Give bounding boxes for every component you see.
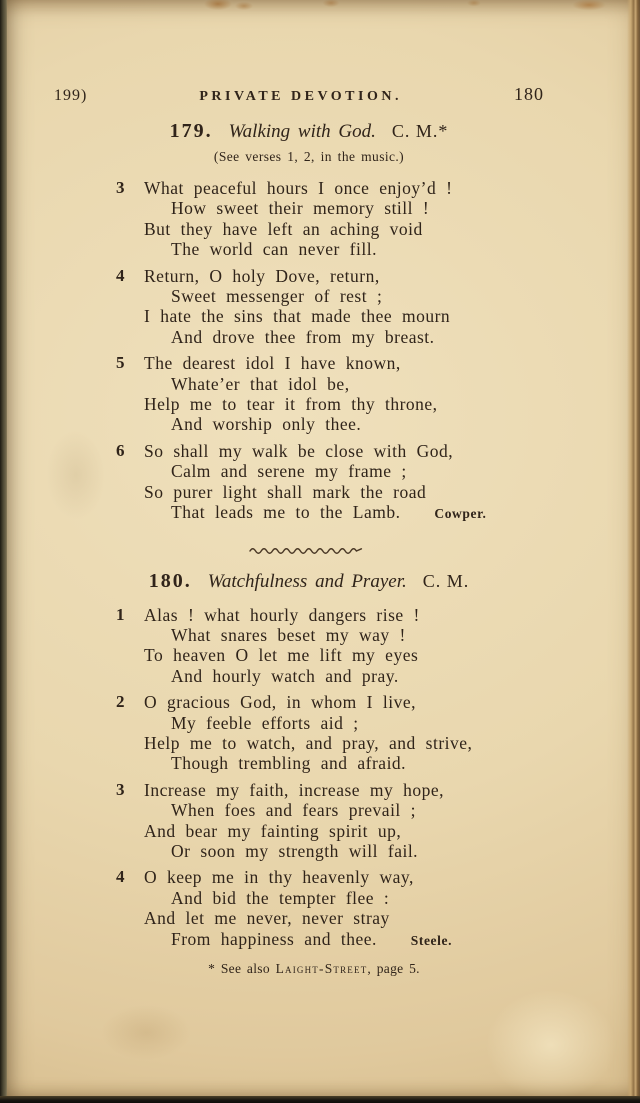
verse-line: And worship only thee. <box>171 414 362 435</box>
verse-line: O keep me in thy heavenly way, <box>144 867 414 888</box>
verse-line: And hourly watch and pray. <box>171 665 399 686</box>
verse-line: Alas ! what hourly dangers rise ! <box>144 604 420 625</box>
stanza <box>116 780 582 862</box>
hymn-section-179 <box>116 120 582 525</box>
author-attribution: Cowper. <box>434 506 487 522</box>
verse-line: Sweet messenger of rest ; <box>171 286 383 307</box>
verse-line: Though trembling and afraid. <box>171 753 407 774</box>
verse-number: 3 <box>116 779 125 799</box>
verse-line: And let me never, never stray <box>144 908 390 929</box>
hymn-title-row <box>116 570 582 593</box>
verse-line: Or soon my strength will fail. <box>171 840 419 861</box>
hymn-meter: C. M.* <box>391 121 449 141</box>
stanza <box>116 353 582 435</box>
verse-number: 5 <box>116 353 125 373</box>
verse-line: Help me to tear it from thy throne, <box>144 394 438 415</box>
page-header <box>54 84 544 105</box>
verse-line: Increase my faith, increase my hope, <box>144 779 445 800</box>
paper-stain <box>101 1005 191 1060</box>
verse-line-text: That leads me to the Lamb. <box>171 502 401 523</box>
stanza <box>116 605 582 687</box>
stanza <box>116 266 582 348</box>
page-stack-edge <box>627 0 640 1098</box>
stanza <box>116 441 582 525</box>
verse-line: And bid the tempter flee : <box>171 887 390 908</box>
verse-number: 2 <box>116 692 125 712</box>
verse-line: And drove thee from my breast. <box>171 326 435 347</box>
hymn-section-180 <box>116 570 582 952</box>
verse-line: Calm and serene my frame ; <box>171 461 407 482</box>
verse-line: So shall my walk be close with God, <box>144 440 454 461</box>
verse-line: But they have left an aching void <box>144 218 423 239</box>
folio-note: 199) <box>54 87 88 104</box>
hymn-meter: C. M. <box>422 570 470 591</box>
verse-line-text: From happiness and thee. <box>171 928 377 949</box>
verse-number: 6 <box>116 440 125 460</box>
verse-line: So purer light shall mark the road <box>144 481 427 502</box>
hymn-title: Watchfulness and Prayer. <box>207 570 407 592</box>
stanza <box>116 178 582 260</box>
footnote-reference: Laight-Street <box>275 961 368 976</box>
running-title: PRIVATE DEVOTION. <box>199 89 402 104</box>
verse-number: 4 <box>116 265 125 285</box>
verse-number: 1 <box>116 604 125 624</box>
verse-line: What snares beset my way ! <box>171 624 406 645</box>
verse-line: How sweet their memory still ! <box>171 198 430 219</box>
stanza <box>116 867 582 951</box>
verse-line: O gracious God, in whom I live, <box>144 692 416 713</box>
footnote-prefix: * See also <box>208 961 276 976</box>
verse-line: My feeble efforts aid ; <box>171 712 359 733</box>
paper-stain <box>46 430 106 520</box>
verse-line: Return, O holy Dove, return, <box>144 265 380 286</box>
page-content <box>116 120 582 977</box>
foxing-stains <box>6 0 640 30</box>
verse-line: The world can never fill. <box>171 239 377 260</box>
page-number: 180 <box>514 84 544 104</box>
verse-line: What peaceful hours I once enjoy’d ! <box>144 178 453 198</box>
scan-bottom-edge <box>0 1096 640 1103</box>
hymn-number: 180. <box>148 569 192 592</box>
author-attribution: Steele. <box>410 932 453 948</box>
verse-line: Help me to watch, and pray, and strive, <box>144 732 473 753</box>
book-page <box>6 0 640 1097</box>
verse-line: I hate the sins that made thee mourn <box>144 306 451 327</box>
verse-line <box>144 502 582 524</box>
verse-line: And bear my fainting spirit up, <box>144 820 402 841</box>
verse-line: To heaven O let me lift my eyes <box>144 645 419 666</box>
book-gutter-edge <box>0 0 7 1103</box>
verse-line <box>144 929 582 951</box>
hymn-title: Walking with God. <box>228 121 376 142</box>
stanza <box>116 692 582 774</box>
verse-line: Whate’er that idol be, <box>171 373 350 394</box>
verse-line: When foes and fears prevail ; <box>171 800 417 821</box>
verse-number: 3 <box>116 178 125 197</box>
paper-stain <box>486 990 616 1100</box>
verse-number: 4 <box>116 867 125 887</box>
footnote <box>116 961 582 977</box>
hymn-title-row <box>116 120 582 143</box>
hymn-subtitle: (See verses 1, 2, in the music.) <box>213 149 405 164</box>
hymn-number: 179. <box>169 120 213 142</box>
footnote-suffix: , page 5. <box>367 961 420 976</box>
verse-line: The dearest idol I have known, <box>144 353 401 374</box>
divider-squiggle <box>116 545 582 554</box>
